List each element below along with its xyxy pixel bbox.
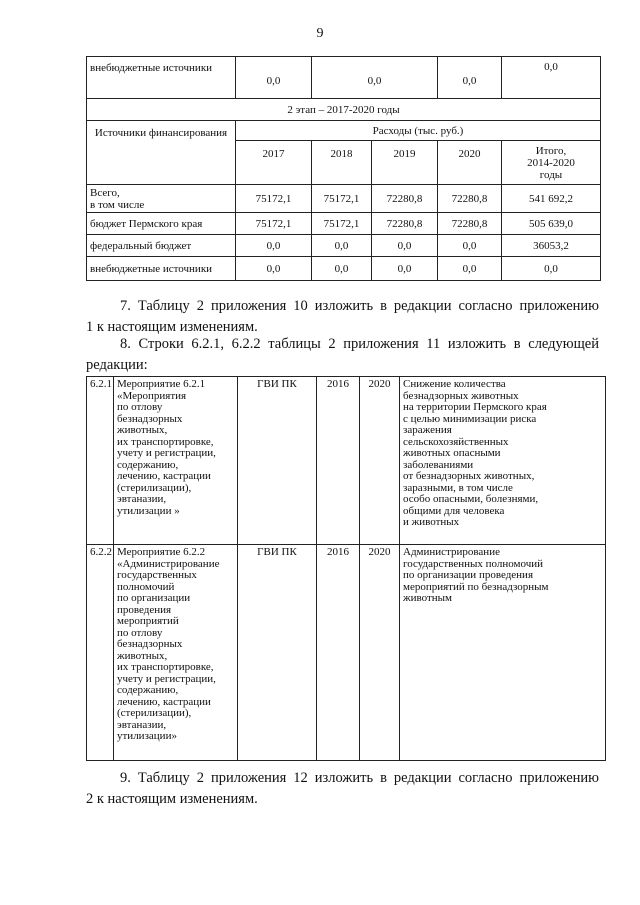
measures-table [86,376,606,761]
year-header: 2018 [312,141,372,185]
cell-value: 72280,8 [372,213,438,235]
table-row [87,235,601,257]
measure-name-line: животных, [117,649,168,662]
measure-result-line: Администрирование [403,546,500,558]
cell-total: 505 639,0 [502,213,601,235]
measure-result-line: особо опасными, болезнями, [403,493,539,505]
measure-number: 6.2.1 [87,377,114,545]
measure-name [114,377,238,545]
paragraph-7-line1: 7. Таблицу 2 приложения 10 изложить в редакции согласно приложению [120,298,599,314]
cell-value: 0,0 [236,57,312,99]
cell-value: 0,0 [312,235,372,257]
total-header-line: 2014-2020 [527,157,575,169]
measure-name-line: мероприятий [117,615,179,627]
row-label-line: в том числе [90,198,145,211]
measure-name-line: (стерилизации), [117,481,192,494]
cell-value: 72280,8 [438,185,502,213]
stage-title: 2 этап – 2017-2020 годы [87,99,601,121]
measure-name-line: по отлову [117,626,163,639]
table-row [87,213,601,235]
measure-result [400,545,606,761]
measure-result-line: сельскохозяйственных [403,435,509,448]
measure-name-line: утилизации » [117,504,180,517]
measure-name-line: по организации [117,592,191,604]
cell-value: 0,0 [236,257,312,281]
cell-total: 541 692,2 [502,185,601,213]
measure-name-line: «Администрирование [117,557,220,570]
measure-name-line: их транспортировке, [117,435,214,448]
measure-name-line: утилизации» [117,730,177,742]
measure-name-line: животных, [117,424,168,436]
measure-name-line: государственных [117,569,197,581]
year-header: 2019 [372,141,438,185]
measure-name-line: по отлову [117,401,163,413]
paragraph-8-line2: редакции: [86,357,148,373]
page-number: 9 [316,26,324,41]
row-label: внебюджетные источники [87,257,236,281]
measure-start-year: 2016 [317,545,360,761]
measure-start-year: 2016 [317,377,360,545]
cell-total: 0,0 [502,257,601,281]
measure-name-line: эвтаназии, [117,718,167,731]
cell-total: 36053,2 [502,235,601,257]
cell-value: 75172,1 [236,213,312,235]
table-row [87,377,606,545]
paragraph-9 [86,768,599,810]
measure-name-line: содержанию, [117,684,179,696]
measure-name-line: проведения [117,603,172,616]
paragraph-8 [86,334,599,376]
measure-name-line: полномочий [117,580,175,593]
measure-end-year: 2020 [360,377,400,545]
cell-value: 0,0 [502,57,601,99]
total-header-line: Итого, [535,145,567,157]
measure-result-line: общими для человека [403,504,505,517]
cell-value: 0,0 [372,235,438,257]
cell-value: 75172,1 [236,185,312,213]
measure-name-line: содержанию, [117,458,179,471]
measure-name-line: их транспортировке, [117,661,214,673]
row-label-line: Всего, [90,186,120,199]
measure-result-line: и животных [403,516,460,528]
measure-name-line: «Мероприятия [117,389,187,402]
measure-result-line: с целью минимизации риска [403,412,537,425]
table-row [87,185,601,213]
measure-result-line: заражения [403,424,452,436]
row-label: федеральный бюджет [87,235,236,257]
measure-name-line: Мероприятие 6.2.1 [117,378,206,390]
cell-value: 75172,1 [312,185,372,213]
measure-name [114,545,238,761]
cell-value: 0,0 [312,57,438,99]
measure-result-line: государственных полномочий [403,557,544,570]
measure-name-line: учету и регистрации, [117,447,216,459]
cell-value: 0,0 [312,257,372,281]
paragraph-7-line2: 1 к настоящим изменениям. [86,319,258,335]
cell-value: 72280,8 [372,185,438,213]
measure-result [400,377,606,545]
measure-result-line: животных опасными [403,447,501,459]
measure-executor: ГВИ ПК [238,377,317,545]
measure-name-line: лечению, кастрации [117,695,211,708]
measure-executor: ГВИ ПК [238,545,317,761]
paragraph-9-line1: 9. Таблицу 2 приложения 12 изложить в редакции согласно приложению [120,770,599,786]
cell-value: 0,0 [438,235,502,257]
measure-name-line: эвтаназии, [117,493,167,505]
cell-value: 0,0 [372,257,438,281]
funding-table [86,56,601,281]
measure-end-year: 2020 [360,545,400,761]
measure-name-line: Мероприятие 6.2.2 [117,546,206,558]
cell-value: 0,0 [438,57,502,99]
measure-name-line: безнадзорных [117,638,183,650]
measure-name-line: лечению, кастрации [117,470,211,482]
table-row [87,257,601,281]
measure-name-line: (стерилизации), [117,707,192,719]
paragraph-8-line1: 8. Строки 6.2.1, 6.2.2 таблицы 2 приложения 11 изложить в следующей [120,336,599,352]
measure-result-line: заразными, в том числе [403,481,513,494]
measure-result-line: мероприятий по безнадзорным [403,580,549,593]
measure-result-line: от безнадзорных животных, [403,470,535,482]
table-row [87,545,606,761]
measure-name-line: безнадзорных [117,412,183,425]
measure-result-line: Снижение количества [403,378,506,390]
year-header: 2017 [236,141,312,185]
total-header-line: годы [539,169,563,181]
paragraph-7 [86,296,599,338]
cell-value: 0,0 [438,257,502,281]
measure-result-line: на территории Пермского края [403,401,547,413]
measure-result-line: по организации проведения [403,569,534,581]
row-label: бюджет Пермского края [87,213,236,235]
table-row [87,57,601,99]
measure-result-line: животным [403,592,453,604]
row-label [87,185,236,213]
measure-result-line: безнадзорных животных [403,389,519,402]
cell-value: 72280,8 [438,213,502,235]
year-header: 2020 [438,141,502,185]
sources-header: Источники финансирования [87,121,236,185]
measure-number: 6.2.2 [87,545,114,761]
cell-value: 0,0 [236,235,312,257]
total-header [502,141,601,185]
paragraph-9-line2: 2 к настоящим изменениям. [86,791,258,807]
measure-name-line: учету и регистрации, [117,672,216,685]
expenses-header: Расходы (тыс. руб.) [236,121,601,141]
cell-value: 75172,1 [312,213,372,235]
row-label: внебюджетные источники [87,57,236,99]
measure-result-line: заболеваниями [403,458,474,471]
